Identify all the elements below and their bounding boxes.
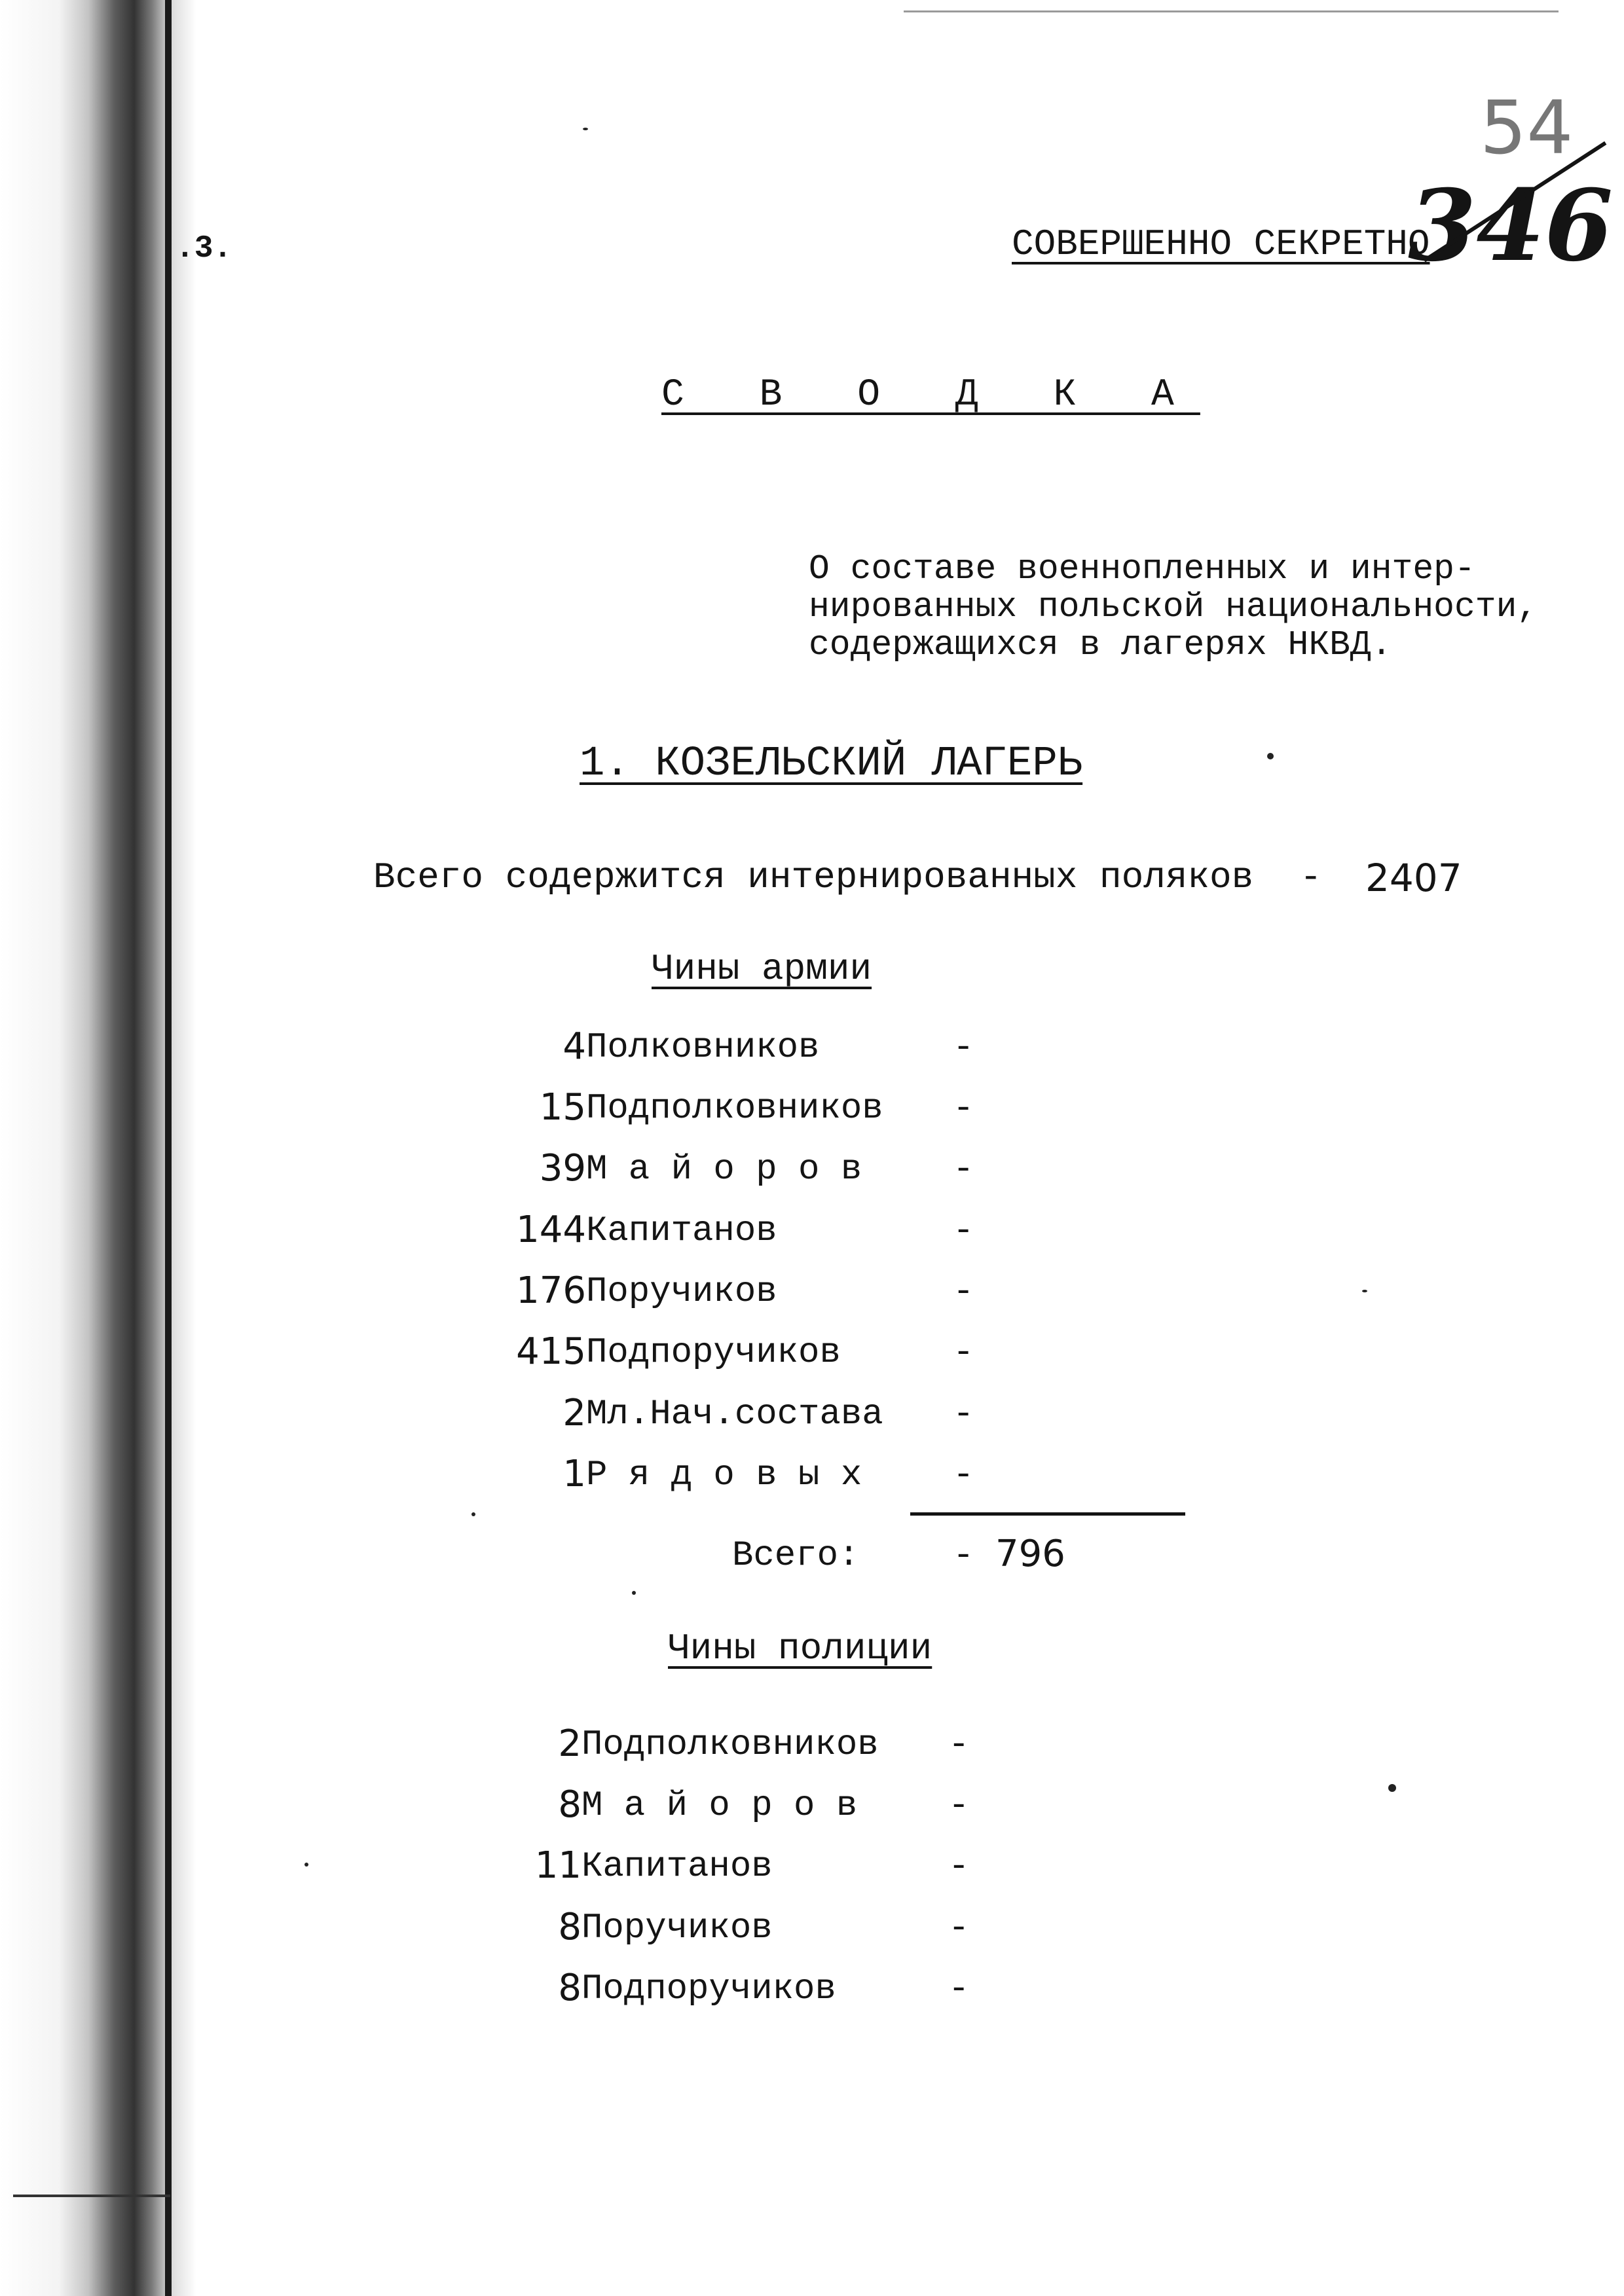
rank-label: Подпоручиков [581, 1969, 836, 2009]
camp-total-dash: - [1300, 856, 1322, 898]
rank-dash: - [953, 1089, 974, 1129]
rank-label: М а й о р о в [586, 1150, 862, 1190]
folio-number: 54 [1480, 86, 1574, 171]
rank-dash: - [948, 1847, 970, 1887]
rank-count: 144 [516, 1209, 586, 1251]
rank-dash: - [953, 1455, 974, 1495]
rank-dash: - [953, 1150, 974, 1190]
army-sum-dash: - [953, 1536, 974, 1576]
army-sum-label: Всего: [732, 1536, 860, 1576]
document-number: 346 [1408, 168, 1614, 283]
rank-count: 8 [558, 1906, 581, 1948]
rank-label: Подполковников [586, 1089, 883, 1129]
rank-count: 8 [558, 1783, 581, 1826]
rank-count: 11 [534, 1844, 581, 1887]
rank-dash: - [948, 1725, 970, 1765]
classification-stamp: СОВЕРШЕННО СЕКРЕТНО [1012, 223, 1430, 265]
rank-count: 15 [539, 1086, 586, 1129]
police-section-title: Чины полиции [668, 1628, 932, 1669]
rank-count: 2 [563, 1392, 586, 1434]
rank-label: Подполковников [581, 1725, 879, 1765]
rank-label: Капитанов [581, 1847, 773, 1887]
army-sum-value: 796 [995, 1533, 1065, 1575]
rank-count: 415 [516, 1330, 586, 1373]
sum-rule [910, 1512, 1185, 1516]
rank-dash: - [948, 1786, 970, 1826]
rank-count: 1 [563, 1453, 586, 1495]
scan-speck [1388, 1784, 1396, 1792]
rank-count: 2 [558, 1722, 581, 1765]
scan-speck [1267, 753, 1274, 759]
scan-speck [583, 128, 588, 130]
rank-dash: - [953, 1028, 974, 1068]
sheet-mark: .3. [175, 231, 232, 266]
scan-speck [304, 1863, 308, 1867]
bottom-edge-rule [13, 2195, 170, 2197]
document-subject: О составе военнопленных и интер-нированных польской национальности, содержащихся в лагерях НКВД. [809, 549, 1538, 665]
scan-speck [471, 1512, 475, 1516]
rank-count: 176 [516, 1269, 586, 1312]
rank-dash: - [948, 1969, 970, 2009]
rank-dash: - [953, 1272, 974, 1312]
document-title: С В О Д К А [661, 374, 1200, 416]
army-section-title: Чины армии [652, 948, 872, 990]
camp-title: 1. КОЗЕЛЬСКИЙ ЛАГЕРЬ [580, 740, 1083, 788]
rank-count: 39 [539, 1147, 586, 1190]
rank-label: Полковников [586, 1028, 820, 1068]
rank-dash: - [953, 1333, 974, 1373]
rank-label: Капитанов [586, 1211, 777, 1251]
rank-label: Поручиков [581, 1908, 773, 1948]
rank-label: М а й о р о в [581, 1786, 858, 1826]
rank-dash: - [953, 1211, 974, 1251]
rank-label: Поручиков [586, 1272, 777, 1312]
scan-speck [632, 1591, 636, 1595]
rank-label: Подпоручиков [586, 1333, 841, 1373]
rank-label: Мл.Нач.состава [586, 1394, 883, 1434]
top-edge-rule [904, 10, 1559, 12]
binding-shadow [0, 0, 216, 2296]
rank-count: 4 [563, 1025, 586, 1068]
binding-edge-line [165, 0, 172, 2296]
rank-dash: - [953, 1394, 974, 1434]
rank-dash: - [948, 1908, 970, 1948]
camp-total-value: 2407 [1365, 856, 1462, 900]
camp-total-label: Всего содержится интернированных поляков [373, 856, 1254, 898]
rank-count: 8 [558, 1967, 581, 2009]
rank-label: Р я д о в ы х [586, 1455, 862, 1495]
scan-speck [1362, 1290, 1367, 1292]
